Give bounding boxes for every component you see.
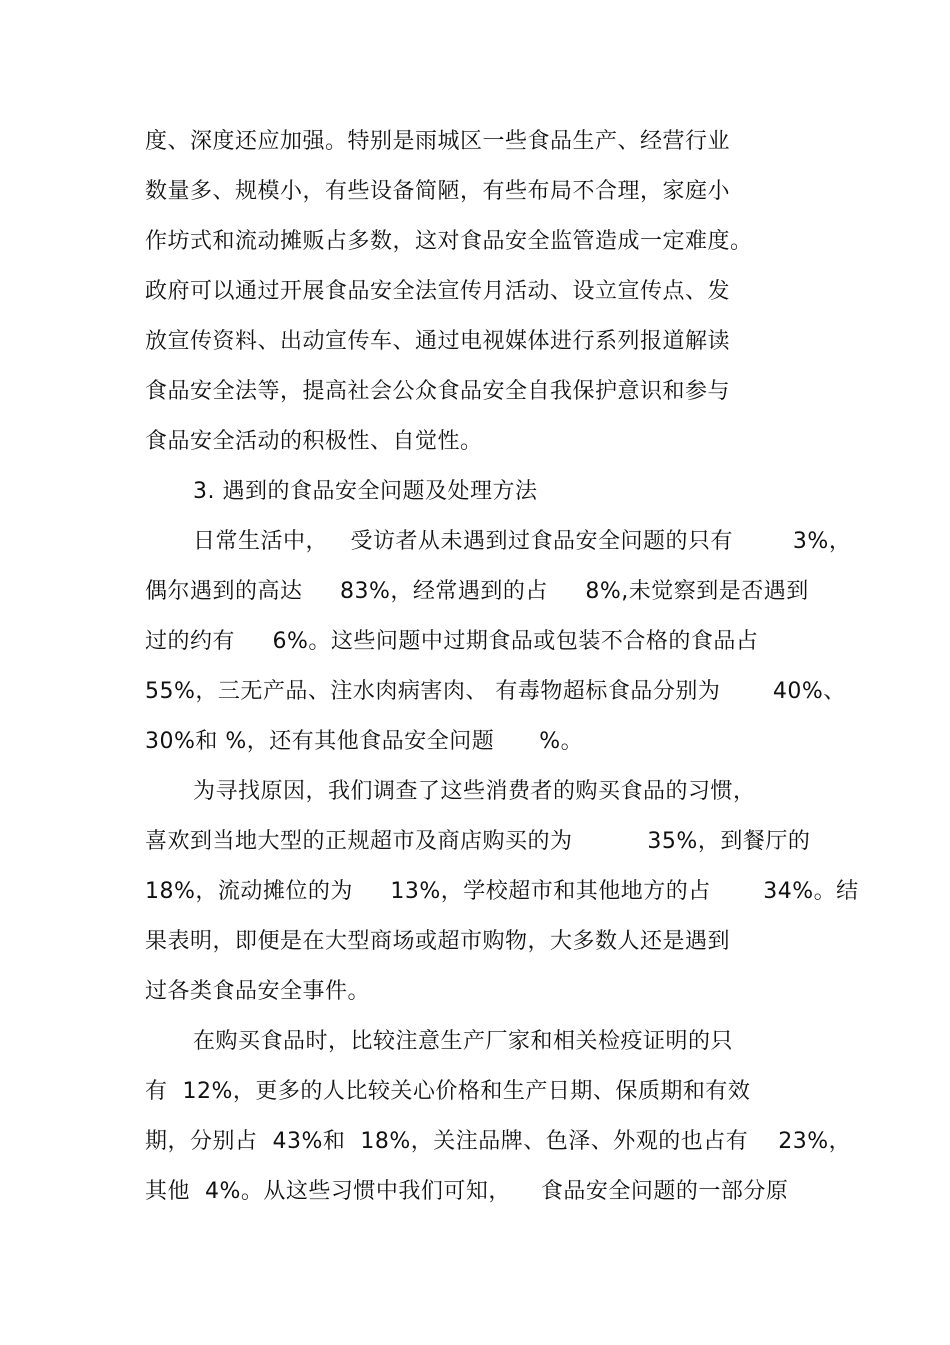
- text-line: 度、深度还应加强。特别是雨城区一些食品生产、经营行业: [145, 129, 731, 154]
- text-line: 55%，三无产品、注水肉病害肉、 有毒物超标食品分别为 40%、: [145, 679, 846, 704]
- text-line: 有 12%，更多的人比较关心价格和生产日期、保质期和有效: [145, 1079, 751, 1104]
- text-line: 其他 4%。从这些习惯中我们可知， 食品安全问题的一部分原: [145, 1179, 789, 1204]
- text-line: 数量多、规模小，有些设备简陋，有些布局不合理，家庭小: [145, 179, 731, 204]
- text-line: 放宣传资料、出动宣传车、通过电视媒体进行系列报道解读: [145, 329, 731, 354]
- text-line: 18%，流动摊位的为 13%，学校超市和其他地方的占 34%。结: [145, 879, 859, 904]
- text-line: 食品安全法等，提高社会公众食品安全自我保护意识和参与: [145, 379, 731, 404]
- text-line: 偶尔遇到的高达 83%，经常遇到的占 8%,未觉察到是否遇到: [145, 579, 809, 604]
- text-line: 喜欢到当地大型的正规超市及商店购买的为 35%，到餐厅的: [145, 829, 811, 854]
- paragraph-start-line: 为寻找原因，我们调查了这些消费者的购买食品的习惯，: [193, 779, 756, 804]
- paragraph-start-line: 在购买食品时，比较注意生产厂家和相关检疫证明的只: [193, 1029, 734, 1054]
- paragraph-start-line: 日常生活中， 受访者从未遇到过食品安全问题的只有 3%，: [193, 529, 852, 554]
- section-heading: 3. 遇到的食品安全问题及处理方法: [193, 479, 538, 504]
- text-line: 果表明，即便是在大型商场或超市购物，大多数人还是遇到: [145, 929, 731, 954]
- text-line: 过的约有 6%。这些问题中过期食品或包装不合格的食品占: [145, 629, 759, 654]
- text-line: 作坊式和流动摊贩占多数，这对食品安全监管造成一定难度。: [145, 229, 753, 254]
- text-line: 30%和 %，还有其他食品安全问题 %。: [145, 729, 584, 754]
- text-line: 过各类食品安全事件。: [145, 979, 371, 1004]
- text-line: 期，分别占 43%和 18%，关注品牌、色泽、外观的也占有 23%，: [145, 1129, 852, 1154]
- text-line: 政府可以通过开展食品安全法宣传月活动、设立宣传点、发: [145, 279, 731, 304]
- text-line: 食品安全活动的积极性、自觉性。: [145, 429, 483, 454]
